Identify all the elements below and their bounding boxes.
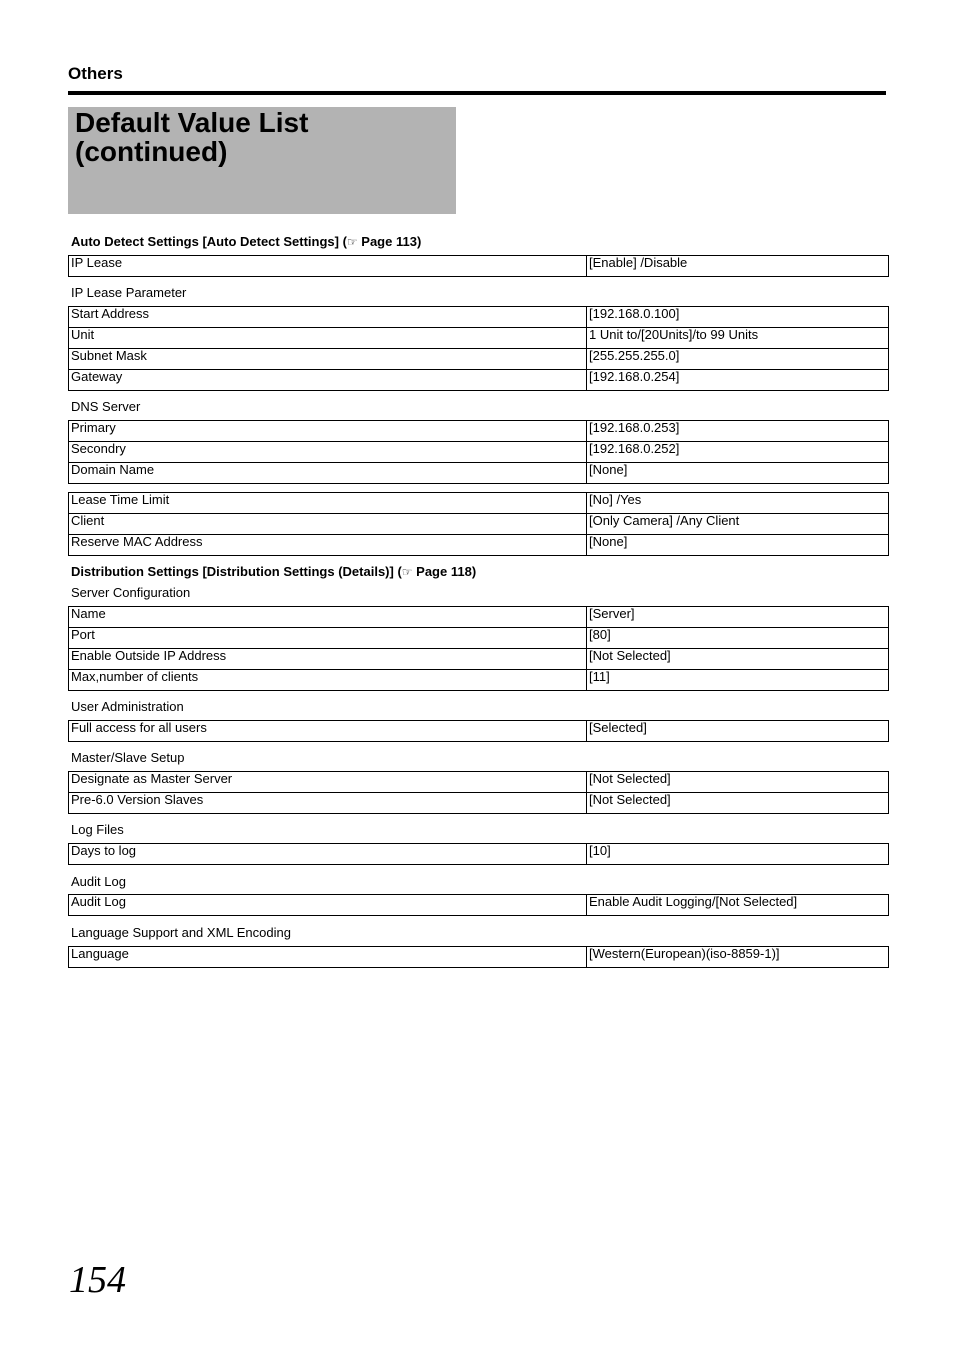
server-configuration-label: Server Configuration <box>71 585 191 600</box>
language-label: Language Support and XML Encoding <box>71 925 291 940</box>
row-label: Max,number of clients <box>69 670 587 691</box>
row-label: Gateway <box>69 370 587 391</box>
row-label: Lease Time Limit <box>69 493 587 514</box>
row-label: Client <box>69 514 587 535</box>
page-reference-icon: ☞ <box>346 235 358 249</box>
row-label: Start Address <box>69 307 587 328</box>
row-label: Unit <box>69 328 587 349</box>
distribution-page-ref: Page 118) <box>412 564 477 579</box>
row-label: Reserve MAC Address <box>69 535 587 556</box>
dns-server-label: DNS Server <box>71 399 141 414</box>
server-configuration-table <box>68 606 889 691</box>
row-value: [Not Selected] <box>587 793 889 814</box>
table-row <box>69 421 889 442</box>
log-files-table <box>68 843 889 865</box>
row-label: Pre-6.0 Version Slaves <box>69 793 587 814</box>
row-label: Name <box>69 607 587 628</box>
table-row <box>69 947 889 968</box>
page-number: 154 <box>69 1259 126 1301</box>
table-row <box>69 514 889 535</box>
table-row <box>69 463 889 484</box>
user-administration-table <box>68 720 889 742</box>
row-label: Domain Name <box>69 463 587 484</box>
row-label: Audit Log <box>69 895 587 916</box>
master-slave-table <box>68 771 889 814</box>
row-value: [No] /Yes <box>587 493 889 514</box>
table-row <box>69 349 889 370</box>
row-value: [192.168.0.252] <box>587 442 889 463</box>
row-label: Language <box>69 947 587 968</box>
page-title-line1: Default Value List <box>75 107 309 138</box>
row-value: [None] <box>587 535 889 556</box>
table-row <box>69 895 889 916</box>
log-files-label: Log Files <box>71 822 124 837</box>
table-row <box>69 772 889 793</box>
row-value: [None] <box>587 463 889 484</box>
page-reference-icon: ☞ <box>401 565 413 579</box>
section-label: Others <box>68 64 123 83</box>
top-rule <box>68 91 886 95</box>
table-row <box>69 370 889 391</box>
ip-lease-parameter-table <box>68 306 889 391</box>
row-value: [255.255.255.0] <box>587 349 889 370</box>
row-label: Secondry <box>69 442 587 463</box>
table-row <box>69 442 889 463</box>
table-row <box>69 307 889 328</box>
auto-detect-page-ref: Page 113) <box>357 234 422 249</box>
row-value: [Enable] /Disable <box>587 256 889 277</box>
row-label: Port <box>69 628 587 649</box>
table-row <box>69 670 889 691</box>
table-row <box>69 535 889 556</box>
row-value: [Western(European)(iso-8859-1)] <box>587 947 889 968</box>
row-label: IP Lease <box>69 256 587 277</box>
row-label: Designate as Master Server <box>69 772 587 793</box>
auto-detect-heading-text: Auto Detect Settings [Auto Detect Settings] ( <box>71 234 347 249</box>
row-value: [192.168.0.253] <box>587 421 889 442</box>
distribution-heading <box>71 564 476 579</box>
table-row <box>69 628 889 649</box>
row-label: Primary <box>69 421 587 442</box>
table-row <box>69 844 889 865</box>
table-row <box>69 256 889 277</box>
table-row <box>69 721 889 742</box>
audit-log-label: Audit Log <box>71 874 126 889</box>
lease-table <box>68 492 889 556</box>
table-row <box>69 649 889 670</box>
distribution-heading-text: Distribution Settings [Distribution Settings (Details)] ( <box>71 564 402 579</box>
master-slave-label: Master/Slave Setup <box>71 750 185 765</box>
row-value: [192.168.0.100] <box>587 307 889 328</box>
title-box <box>68 107 456 214</box>
table-row <box>69 493 889 514</box>
row-label: Days to log <box>69 844 587 865</box>
language-table <box>68 946 889 968</box>
row-label: Full access for all users <box>69 721 587 742</box>
row-value: [10] <box>587 844 889 865</box>
row-value: [Not Selected] <box>587 772 889 793</box>
row-value: [192.168.0.254] <box>587 370 889 391</box>
dns-server-table <box>68 420 889 484</box>
row-value: [Only Camera] /Any Client <box>587 514 889 535</box>
table-row <box>69 328 889 349</box>
row-value: [11] <box>587 670 889 691</box>
audit-log-table <box>68 894 889 916</box>
user-administration-label: User Administration <box>71 699 184 714</box>
table-row <box>69 793 889 814</box>
page-title-line2: (continued) <box>75 136 228 167</box>
ip-lease-table <box>68 255 889 277</box>
ip-lease-parameter-label: IP Lease Parameter <box>71 285 187 300</box>
row-label: Subnet Mask <box>69 349 587 370</box>
auto-detect-heading <box>71 234 421 249</box>
row-value: [Not Selected] <box>587 649 889 670</box>
row-label: Enable Outside IP Address <box>69 649 587 670</box>
row-value: [Server] <box>587 607 889 628</box>
row-value: [Selected] <box>587 721 889 742</box>
row-value: Enable Audit Logging/[Not Selected] <box>587 895 889 916</box>
row-value: 1 Unit to/[20Units]/to 99 Units <box>587 328 889 349</box>
table-row <box>69 607 889 628</box>
row-value: [80] <box>587 628 889 649</box>
